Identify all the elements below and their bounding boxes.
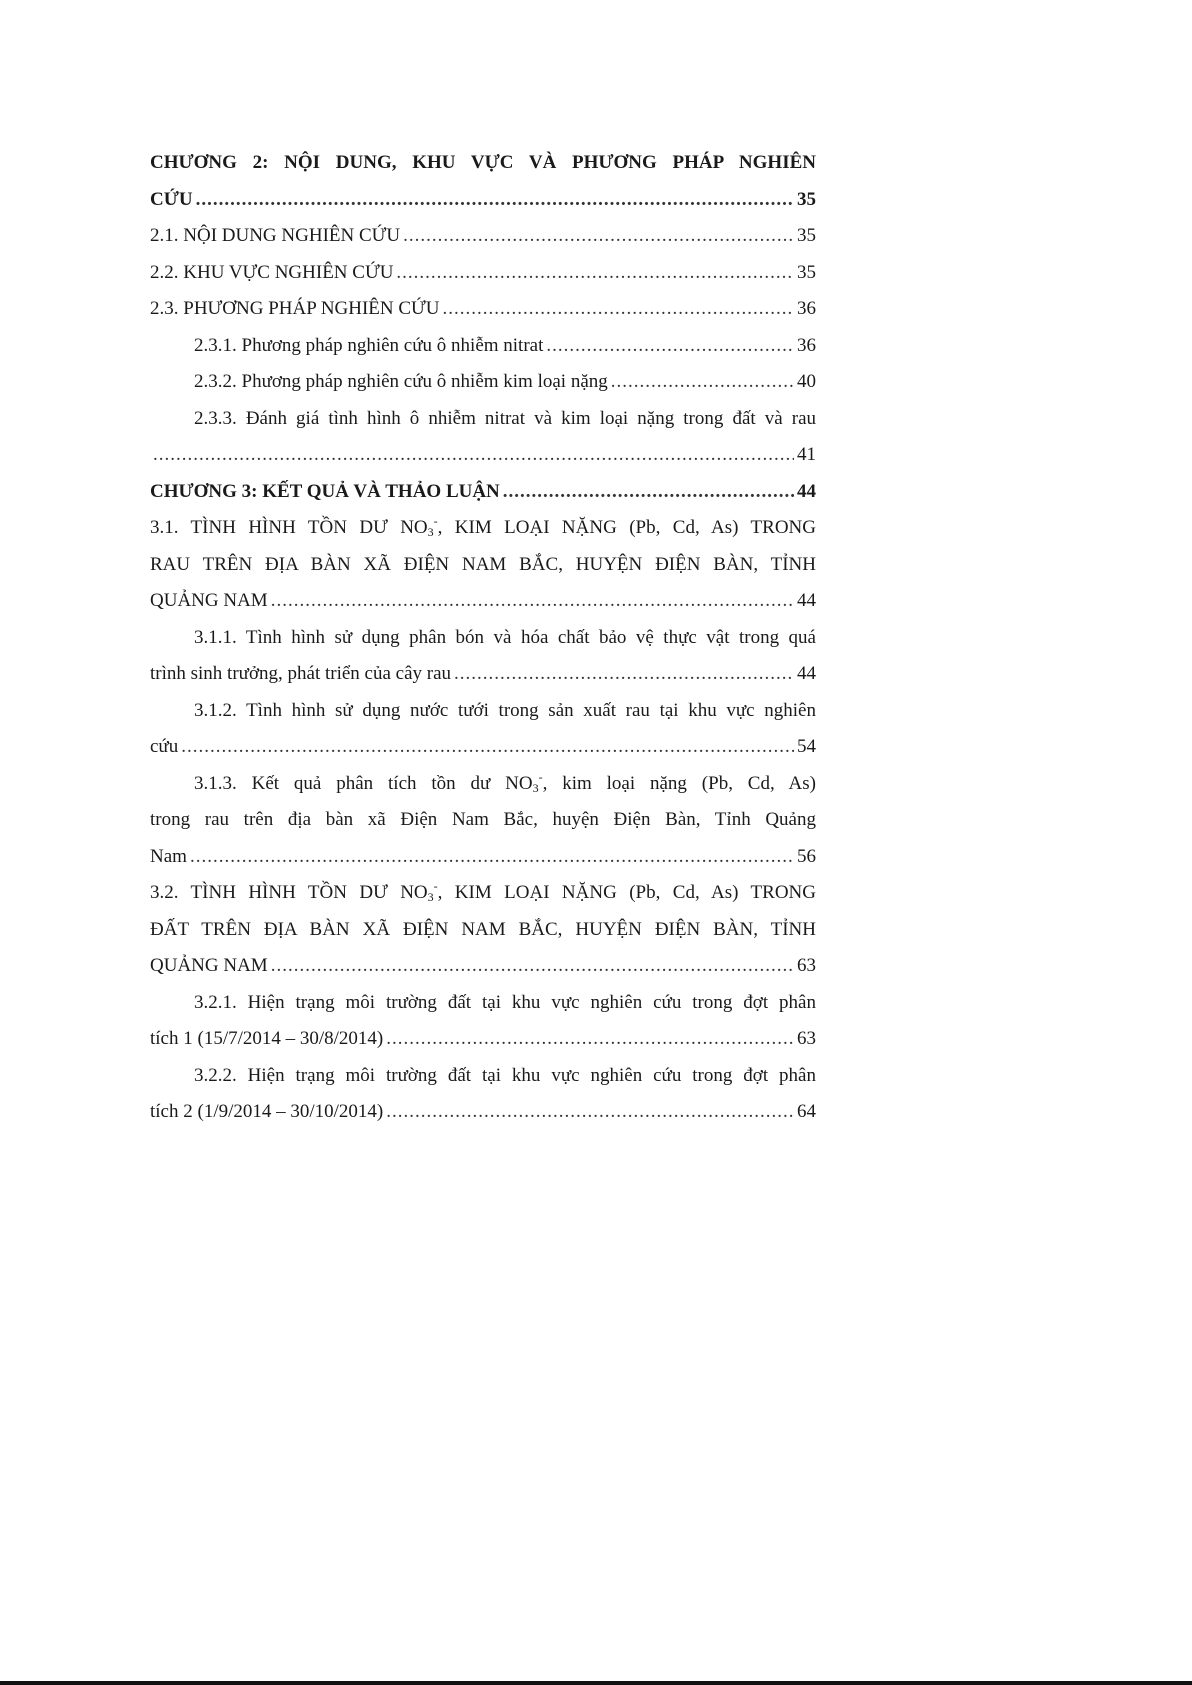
- dot-leader: [153, 437, 794, 474]
- toc-entry-title: ĐẤT TRÊN ĐỊA BÀN XÃ ĐIỆN NAM BẮC, HUYỆN ĐIỆN BÀN, TỈNH: [150, 918, 816, 940]
- toc-entry-title: trình sinh trưởng, phát triển của cây rau: [150, 663, 452, 684]
- toc-page-number: 64: [797, 1101, 816, 1122]
- table-of-contents: [150, 145, 816, 1131]
- toc-page-number: 35: [797, 225, 816, 246]
- subscript: 3: [427, 890, 434, 904]
- toc-entry-3-1-1-line1: [150, 620, 816, 657]
- dot-leader: [443, 291, 794, 328]
- toc-page-number: 35: [797, 261, 816, 283]
- dot-leader: [190, 839, 794, 876]
- toc-entry-title: 2.3. PHƯƠNG PHÁP NGHIÊN CỨU: [150, 298, 440, 319]
- page-bottom-border: [0, 1681, 1192, 1685]
- toc-entry-3-2-line3: [150, 948, 816, 985]
- toc-entry-3-2-1-line2: [150, 1021, 816, 1058]
- toc-entry-3-1-3-line1: [150, 766, 816, 803]
- toc-entry-3-2-1-line1: [150, 985, 816, 1022]
- toc-entry-2-3-2: [150, 364, 816, 401]
- toc-page-number: 44: [797, 480, 816, 502]
- dot-leader: [386, 1021, 794, 1058]
- toc-entry-3-1-line3: [150, 583, 816, 620]
- toc-text: 3.2. TÌNH HÌNH TỒN DƯ NO: [150, 882, 428, 903]
- toc-page-number: 41: [797, 444, 816, 465]
- toc-entry-title: [150, 514, 816, 539]
- dot-leader: [196, 182, 794, 219]
- toc-text: , KIM LOẠI NẶNG (Pb, Cd, As) TRONG: [437, 517, 816, 538]
- toc-page-number: 35: [797, 188, 816, 210]
- superscript: -: [433, 879, 438, 893]
- toc-entry-title: 3.2.2. Hiện trạng môi trường đất tại khu vực nghiên cứu trong đợt phân: [194, 1064, 816, 1086]
- toc-entry-title: [150, 879, 816, 904]
- toc-entry-title: tích 1 (15/7/2014 – 30/8/2014): [150, 1028, 384, 1049]
- toc-entry-3-1-line2: [150, 547, 816, 584]
- toc-entry-3-1-line1: [150, 510, 816, 547]
- toc-page-number: 44: [797, 590, 816, 611]
- toc-text: , kim loại nặng (Pb, Cd, As): [542, 772, 816, 794]
- toc-entry-chapter-2-line1: [150, 145, 816, 182]
- toc-entry-title: cứu: [150, 736, 179, 757]
- dot-leader: [546, 328, 794, 365]
- toc-entry-3-2-2-line1: [150, 1058, 816, 1095]
- toc-page-number: 40: [797, 371, 816, 392]
- toc-text: 3.1.3. Kết quả phân tích tồn dư NO: [194, 772, 533, 794]
- toc-entry-3-2-line2: [150, 912, 816, 949]
- toc-entry-3-1-2-line1: [150, 693, 816, 730]
- toc-page-number: 54: [797, 736, 816, 757]
- toc-entry-title: 3.2.1. Hiện trạng môi trường đất tại khu vực nghiên cứu trong đợt phân: [194, 991, 816, 1013]
- subscript: 3: [427, 525, 434, 539]
- dot-leader: [271, 583, 794, 620]
- toc-page-number: 44: [797, 663, 816, 684]
- toc-entry-title: 2.1. NỘI DUNG NGHIÊN CỨU: [150, 225, 401, 246]
- toc-entry-chapter-3: [150, 474, 816, 511]
- toc-entry-3-1-3-line3: [150, 839, 816, 876]
- toc-entry-title: CỨU: [150, 188, 193, 210]
- dot-leader: [503, 474, 794, 511]
- superscript: -: [433, 514, 438, 528]
- toc-entry-title: 3.1.1. Tình hình sử dụng phân bón và hóa chất bảo vệ thực vật trong quá: [194, 626, 816, 648]
- toc-page-number: 63: [797, 955, 816, 976]
- toc-entry-3-1-3-line2: [150, 802, 816, 839]
- dot-leader: [454, 656, 794, 693]
- subscript: 3: [532, 780, 539, 795]
- toc-page-number: 63: [797, 1028, 816, 1049]
- dot-leader: [403, 218, 794, 255]
- toc-entry-2-3-1: [150, 328, 816, 365]
- toc-entry-title: 2.2. KHU VỰC NGHIÊN CỨU: [150, 261, 394, 283]
- dot-leader: [611, 364, 794, 401]
- toc-entry-title: Nam: [150, 845, 187, 867]
- toc-entry-2-2: [150, 255, 816, 292]
- dot-leader: [271, 948, 794, 985]
- toc-entry-3-2-line1: [150, 875, 816, 912]
- dot-leader: [396, 255, 794, 292]
- toc-entry-title: 2.3.3. Đánh giá tình hình ô nhiễm nitrat và kim loại nặng trong đất và rau: [194, 407, 816, 429]
- toc-entry-title: trong rau trên địa bàn xã Điện Nam Bắc, huyện Điện Bàn, Tỉnh Quảng: [150, 809, 816, 830]
- toc-entry-2-3: [150, 291, 816, 328]
- toc-entry-title: QUẢNG NAM: [150, 955, 268, 976]
- toc-entry-2-3-3-line1: [150, 401, 816, 438]
- toc-entry-title: CHƯƠNG 3: KẾT QUẢ VÀ THẢO LUẬN: [150, 480, 500, 502]
- toc-entry-title: RAU TRÊN ĐỊA BÀN XÃ ĐIỆN NAM BẮC, HUYỆN ĐIỆN BÀN, TỈNH: [150, 553, 816, 575]
- toc-entry-2-3-3-line2: [150, 437, 816, 474]
- dot-leader: [386, 1094, 794, 1131]
- toc-page-number: 36: [797, 334, 816, 356]
- toc-entry-3-1-1-line2: [150, 656, 816, 693]
- toc-entry-2-1: [150, 218, 816, 255]
- dot-leader: [181, 729, 794, 766]
- toc-text: 3.1. TÌNH HÌNH TỒN DƯ NO: [150, 517, 428, 538]
- toc-entry-title: 2.3.1. Phương pháp nghiên cứu ô nhiễm nitrat: [194, 334, 544, 356]
- toc-page-number: 56: [797, 845, 816, 867]
- toc-entry-3-2-2-line2: [150, 1094, 816, 1131]
- toc-text: , KIM LOẠI NẶNG (Pb, Cd, As) TRONG: [437, 882, 816, 903]
- superscript: -: [538, 769, 543, 784]
- toc-page-number: 36: [797, 298, 816, 319]
- toc-entry-title: 2.3.2. Phương pháp nghiên cứu ô nhiễm kim loại nặng: [194, 371, 608, 392]
- toc-entry-title: 3.1.2. Tình hình sử dụng nước tưới trong sản xuất rau tại khu vực nghiên: [194, 699, 816, 721]
- toc-entry-chapter-2-line2: [150, 182, 816, 219]
- toc-entry-title: CHƯƠNG 2: NỘI DUNG, KHU VỰC VÀ PHƯƠNG PHÁP NGHIÊN: [150, 152, 816, 173]
- toc-entry-title: QUẢNG NAM: [150, 590, 268, 611]
- toc-entry-title: tích 2 (1/9/2014 – 30/10/2014): [150, 1101, 384, 1122]
- toc-entry-title: [194, 769, 816, 795]
- toc-entry-3-1-2-line2: [150, 729, 816, 766]
